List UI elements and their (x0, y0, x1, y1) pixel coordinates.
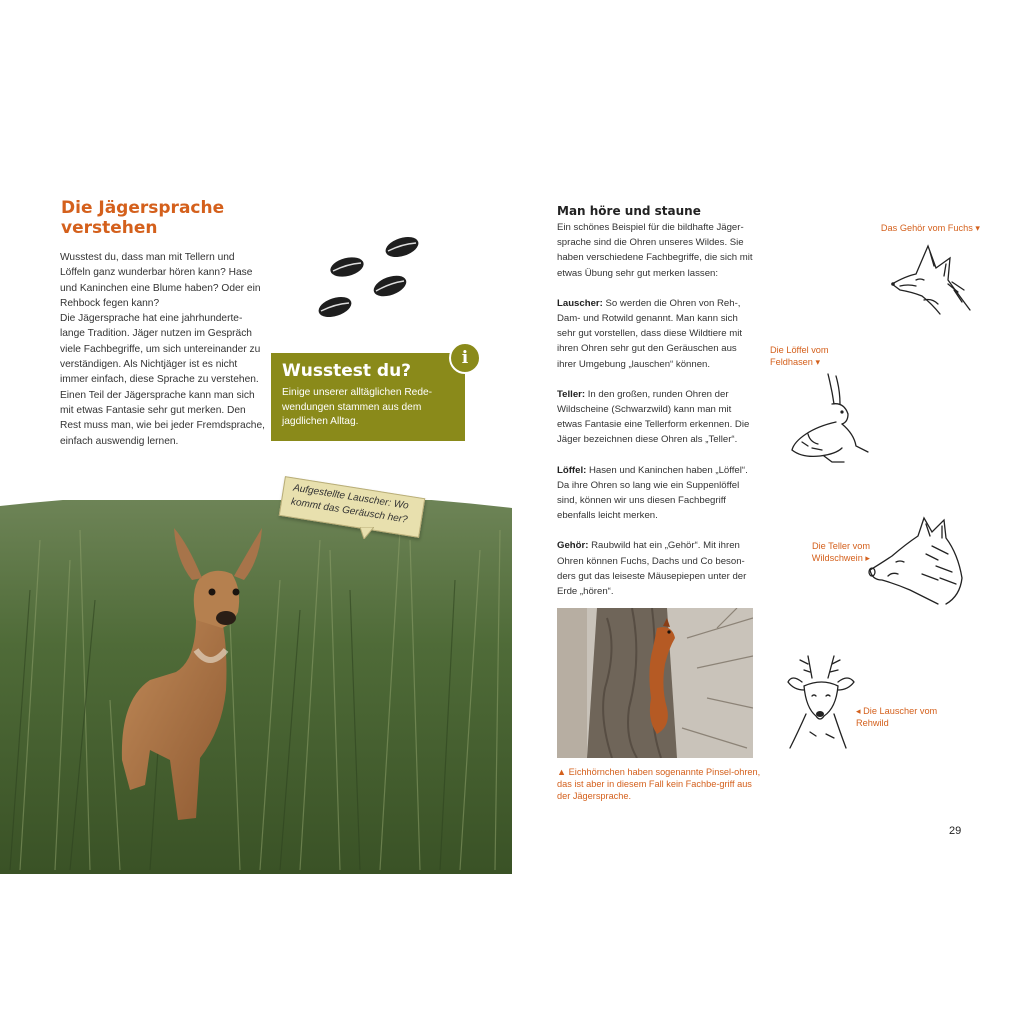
entry-teller (557, 387, 755, 448)
label-fox: Das Gehör vom Fuchs ▾ (880, 223, 980, 233)
entry-term: Teller: (557, 388, 586, 400)
entry-text: In den großen, runden Ohren der Wildscheine (Schwarzwild) kann man mit etwas Fantasie eine Tellerform erkennen. Die Jäger bezeichnen diese Ohren als „Teller“. (557, 388, 750, 446)
label-roe: ◂ Die Lauscher vom Rehwild (856, 706, 938, 728)
intro-paragraph: Die Jägersprache hat eine jahrhunderte-lange Tradition. Jäger nutzen im Gespräch viele Fachbegriffe, um sich untereinander zu verständigen. Als Nichtjäger ist es nicht immer einfach, diese Sprache zu verstehen. Einen Teil der Jägersprache kann man sich mit etwas Fantasie sehr gut merken. Den Rest muss man, wie bei jeder Fremdsprache, einfach auswendig lernen. (60, 313, 265, 447)
entry-gehoer (557, 538, 755, 599)
page-title: Die Jägersprache verstehen (61, 198, 225, 238)
roe-sketch (786, 652, 856, 752)
entry-loeffel (557, 463, 755, 524)
boar-sketch (866, 514, 966, 606)
entry-term: Lauscher: (557, 297, 603, 309)
page-number: 29 (949, 825, 962, 837)
deer-photo (0, 500, 512, 874)
entry-text: Hasen und Kaninchen haben „Löffel“. Da ihre Ohren so lang wie ein Suppenlöffel sind, können wir uns diesen Fachbegriff ebenfalls leicht merken. (557, 464, 748, 522)
info-box-heading: Wusstest du? (282, 361, 412, 381)
hare-sketch (788, 372, 870, 464)
info-icon: i (449, 342, 481, 374)
photo-caption: ▲ Eichhörnchen haben sogenannte Pinsel-ohren, das ist aber in diesem Fall kein Fachbe-griff aus der Jägersprache. (557, 767, 761, 801)
fox-sketch (888, 240, 974, 316)
right-column-text (557, 220, 755, 614)
entry-text: Raubwild hat ein „Gehör“. Mit ihren Ohren können Fuchs, Dachs und Co beson-ders gut das leiseste Mäusepiepen unter der Erde „hören“. (557, 540, 747, 598)
intro-paragraph: Wusstest du, dass man mit Tellern und Löffeln ganz wunderbar hören kann? Hase und Kaninchen eine Blume haben? Oder ein Rehbock fegen kann? (60, 252, 261, 309)
entry-lauscher (557, 296, 755, 372)
speech-note-text: Aufgestellte Lauscher: Wo kommt das Geräusch her? (290, 482, 410, 526)
squirrel-photo (557, 608, 753, 758)
seed-icon (312, 230, 428, 326)
right-intro: Ein schönes Beispiel für die bildhafte Jäger-sprache sind die Ohren unseres Wildes. Sie haben verschiedene Fachbegriffe, die sich mit etwas Übung sehr gut merken lassen: (557, 222, 753, 279)
intro-text (60, 250, 265, 449)
speech-note-tail (360, 527, 374, 539)
entry-term: Gehör: (557, 540, 589, 552)
entry-text: So werden die Ohren von Reh-, Dam- und Rotwild genannt. Man kann sich sehr gut vorstellen, dass diese Wildtiere mit ihren Ohren sehr gut den Geräuschen aus ihrer Umgebung „lauschen“ können. (557, 297, 743, 370)
info-box (271, 353, 465, 441)
section-heading: Man höre und staune (557, 204, 701, 218)
label-boar: Die Teller vom Wildschwein ▸ (811, 541, 870, 563)
entry-term: Löffel: (557, 464, 587, 476)
info-box-text: Einige unserer alltäglichen Rede-wendungen stammen aus dem jagdlichen Alltag. (282, 387, 433, 427)
label-hare: Die Löffel vom Feldhasen ▾ (770, 345, 829, 367)
